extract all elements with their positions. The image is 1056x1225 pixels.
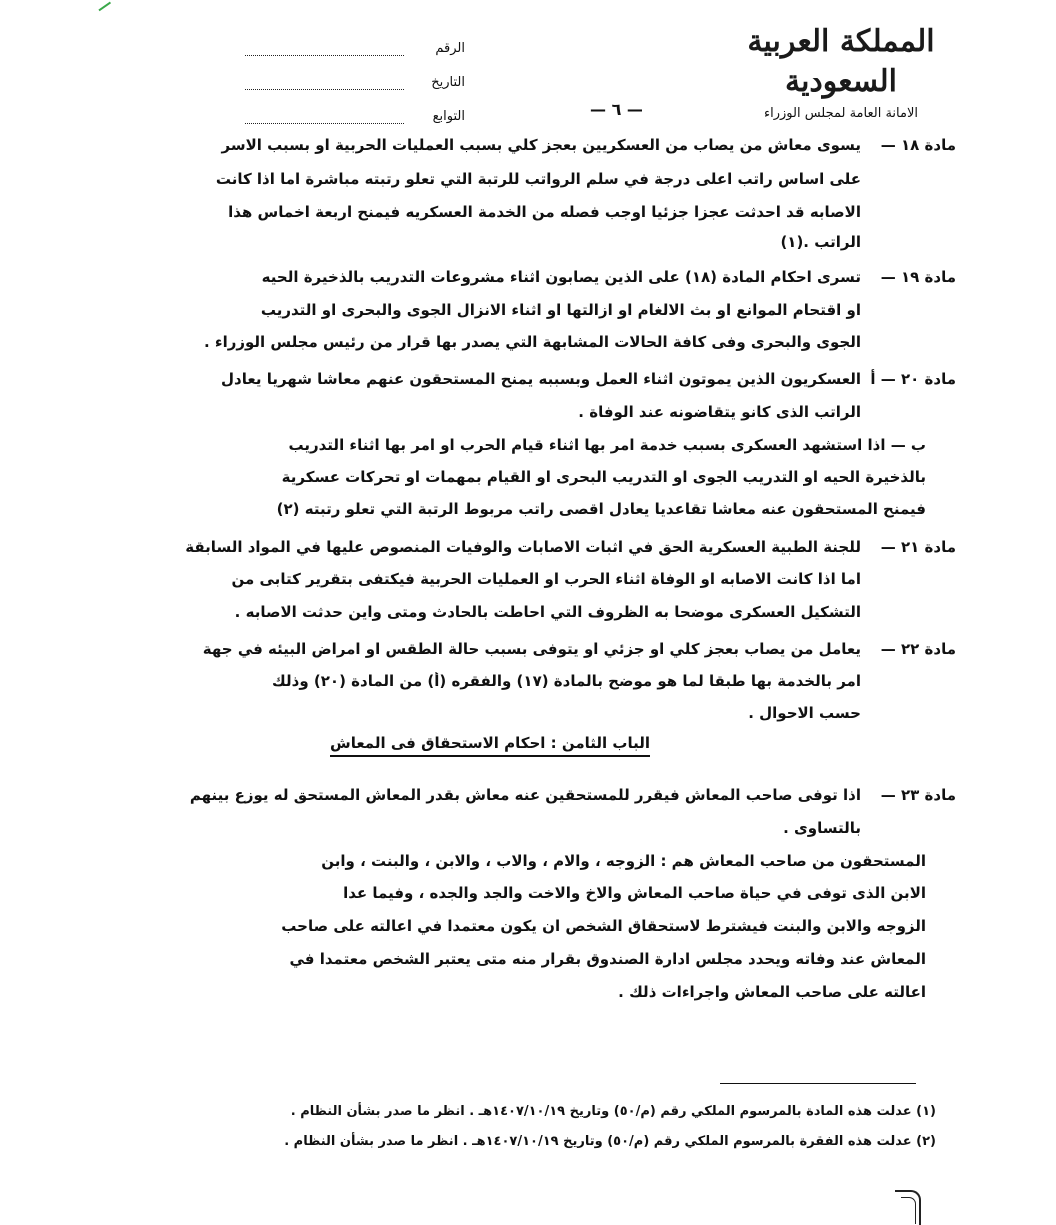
footnote-2: (٢) عدلت هذه الفقرة بالمرسوم الملكي رقم (م/٥٠) وتاريخ ١٤٠٧/١٠/١٩هـ . انظر ما صدر بشأن النظام . [284,1134,936,1149]
article-19-line-3: الجوى والبحرى وفى كافة الحالات المشابهة التي يصدر بها قرار من رئيس مجلس الوزراء . [203,333,861,351]
field-number-label: الرقم [435,41,465,56]
article-22-label: مادة ٢٢ — [880,640,956,658]
article-23-para2-line-3: الزوجه والابن والبنت فيشترط لاستحقاق الشخص ان يكون معتمدا في اعالته على صاحب [281,917,926,935]
article-23-para2-line-1: المستحقون من صاحب المعاش هم : الزوجه ، والام ، والاب ، والابن ، والبنت ، وابن [321,852,926,870]
article-23-para2-line-4: المعاش عند وفاته ويحدد مجلس ادارة الصندوق بقرار منه متى يعتبر الشخص معتمدا في [289,950,926,968]
article-18-line-1: يسوى معاش من يصاب من العسكريين بعجز كلي بسبب العمليات الحربية او بسبب الاسر [221,136,861,154]
article-20b-line-2: بالذخيرة الحيه او التدريب الجوى او التدريب البحرى او القيام بمهمات او تحركات عسكرية [281,468,926,486]
article-20b-line-1: ب — اذا استشهد العسكرى بسبب خدمة امر بها اثناء قيام الحرب او امر بها اثناء التدريب [288,436,926,454]
article-20-line-2: الراتب الذى كانو يتقاضونه عند الوفاة . [578,403,861,421]
section-title: الباب الثامن : احكام الاستحقاق فى المعاش [330,734,650,757]
article-20-line-1: العسكريون الذين يموتون اثناء العمل وبسببه يمنح المستحقون عنهم معاشا شهريا يعادل [221,370,861,388]
article-23-label: مادة ٢٣ — [880,786,956,804]
article-19-label: مادة ١٩ — [880,268,956,286]
field-number [245,22,465,56]
article-23-para2-line-2: الابن الذى توفى في حياة صاحب المعاش والاخ والاخت والجد والجده ، وفيما عدا [343,884,926,902]
article-18-line-3: الاصابه قد احدثت عجزا جزئيا اوجب فصله من الخدمة العسكريه فيمنح اربعة اخماس هذا [228,203,861,221]
article-23-line-2: بالتساوى . [783,819,861,837]
article-22-line-3: حسب الاحوال . [748,704,861,722]
article-23-line-1: اذا توفى صاحب المعاش فيقرر للمستحقين عنه معاش بقدر المعاش المستحق له يوزع بينهم [189,786,861,804]
article-19-line-1: تسرى احكام المادة (١٨) على الذين يصابون اثناء مشروعات التدريب بالذخيرة الحيه [261,268,861,286]
article-18-label: مادة ١٨ — [880,136,956,154]
field-date [245,56,465,90]
kingdom-name: المملكة العربية السعودية [747,24,935,99]
field-attachments-label: التوابع [432,109,465,124]
page-number: — ٦ — [590,100,643,119]
article-22-line-2: امر بالخدمة بها طبقا لما هو موضح بالمادة (١٧) والفقره (أ) من المادة (٢٠) وذلك [272,672,861,690]
article-20b-line-3: فيمنح المستحقون عنه معاشا تقاعديا يعادل اقصى راتب مربوط الرتبة التي تعلو رتبته (٢) [276,500,926,518]
article-22-line-1: يعامل من يصاب بعجز كلي او جزئي او يتوفى بسبب حالة الطقس او امراض البيئه في جهة [202,640,861,658]
margin-mark [95,0,111,11]
article-21-line-3: التشكيل العسكرى موضحا به الظروف التي احاطت بالحادث ومتى واين حدثت الاصابه . [234,603,861,621]
article-18-line-4: الراتب .(١) [780,233,861,251]
field-attachments-line [245,111,404,124]
article-20-label: مادة ٢٠ — أ [870,370,956,388]
reference-fields [245,22,465,124]
article-21-label: مادة ٢١ — [880,538,956,556]
field-date-label: التاريخ [431,75,465,90]
footnote-1: (١) عدلت هذه المادة بالمرسوم الملكي رقم (م/٥٠) وتاريخ ١٤٠٧/١٠/١٩هـ . انظر ما صدر بشأن النظام . [290,1104,936,1119]
article-18-line-2: على اساس راتب اعلى درجة في سلم الرواتب للرتبة التي تعلو رتبته مباشرة اما اذا كانت [215,170,861,188]
article-21-line-1: للجنة الطبية العسكرية الحق في اثبات الاصابات والوفيات المنصوص عليها في المواد السابقة [185,538,861,556]
council-name: الامانة العامة لمجلس الوزراء [764,106,918,121]
corner-mark-inner [901,1197,916,1224]
field-date-line [245,77,404,90]
letterhead [726,22,956,121]
article-23-para2-line-5: اعالته على صاحب المعاش واجراءات ذلك . [618,983,926,1001]
field-attachments [245,90,465,124]
field-number-line [245,43,404,56]
footnote-divider [720,1083,916,1084]
article-21-line-2: اما اذا كانت الاصابه او الوفاة اثناء الحرب او العمليات الحربية فيكتفى بتقرير كتابى من [231,570,861,588]
article-19-line-2: او اقتحام الموانع او بث الالغام او ازالتها او اثناء الانزال الجوى والبحرى او التدريب [260,301,861,319]
